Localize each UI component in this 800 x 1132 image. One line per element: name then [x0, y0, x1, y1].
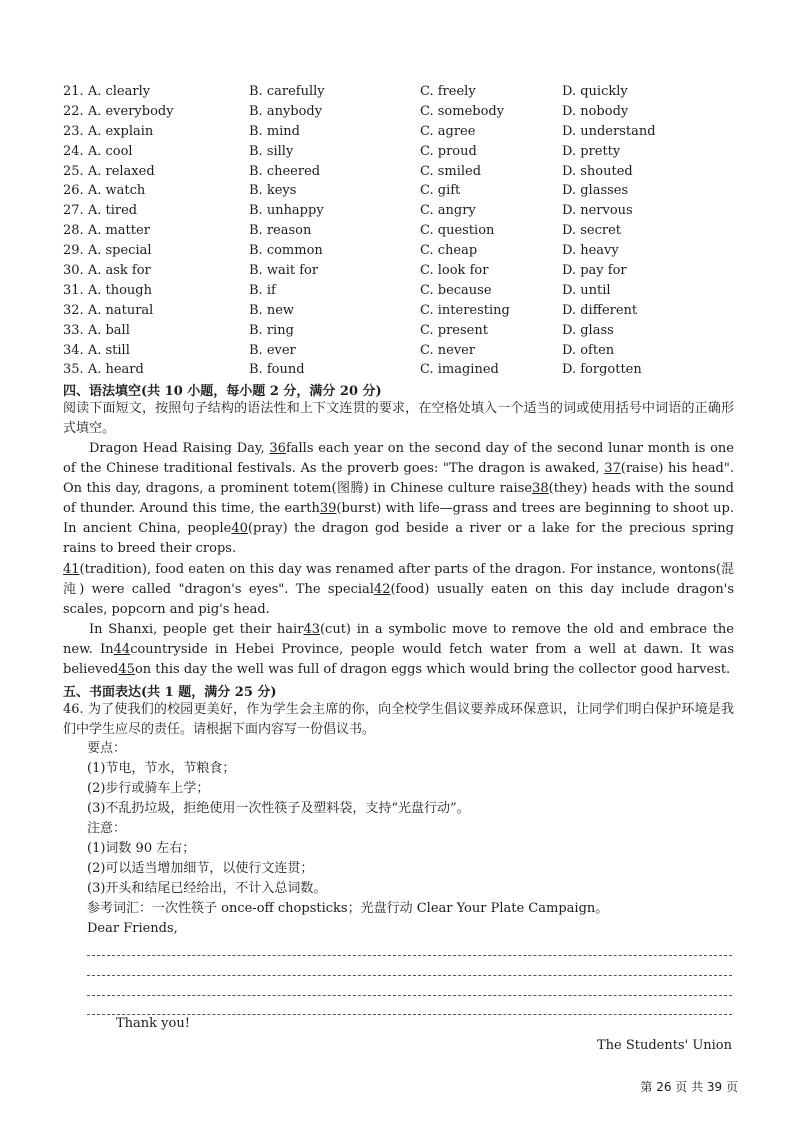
- passage-paragraph: 41(tradition), food eaten on this day was renamed after parts of the dragon. For instance, wontons(混沌) were called "dragon's eyes". The special42(food) usually eaten on this day include dragon's scales, popcorn and pig's head.: [63, 561, 734, 617]
- option-a: 23. A. explain: [63, 123, 154, 139]
- option-a: 35. A. heard: [63, 362, 144, 378]
- option-b: B. found: [249, 362, 305, 378]
- point-item: (2)步行或骑车上学；: [87, 781, 210, 796]
- option-d: D. nobody: [562, 103, 629, 119]
- option-c: C. question: [420, 223, 495, 239]
- option-d: D. forgotten: [562, 362, 642, 378]
- writing-line[interactable]: [87, 975, 732, 976]
- option-a: 32. A. natural: [63, 302, 154, 318]
- note-item: (1)词数 90 左右；: [87, 841, 196, 856]
- blank-43[interactable]: 43: [303, 621, 320, 637]
- option-b: B. wait for: [249, 263, 319, 279]
- question-row: [63, 142, 763, 162]
- blank-41[interactable]: 41: [63, 561, 80, 577]
- question-row: [63, 201, 763, 221]
- blank-42[interactable]: 42: [373, 581, 391, 597]
- option-a: 33. A. ball: [63, 322, 130, 338]
- blank-40[interactable]: 40: [231, 521, 248, 537]
- cloze-passage: [63, 439, 734, 680]
- section-heading: 五、书面表达(共 1 题，满分 25 分): [63, 685, 277, 700]
- option-a: 28. A. matter: [63, 223, 150, 239]
- option-b: B. ever: [249, 342, 296, 358]
- option-b: B. reason: [249, 223, 312, 239]
- writing-line[interactable]: [87, 995, 732, 996]
- option-c: C. somebody: [420, 103, 505, 119]
- notes-label: 注意：: [87, 821, 127, 836]
- option-d: D. glass: [562, 322, 614, 338]
- option-b: B. cheered: [249, 163, 321, 179]
- option-c: C. present: [420, 322, 488, 338]
- option-c: C. agree: [420, 123, 476, 139]
- blank-44[interactable]: 44: [113, 641, 131, 657]
- writing-prompt: 46. 为了使我们的校园更美好，作为学生会主席的你，向全校学生倡议要养成环保意识，让同学们明白保护环境是我们中学生应尽的责任。请根据下面内容写一份倡议书。: [63, 702, 734, 738]
- question-row: [63, 321, 763, 341]
- blank-37[interactable]: 37: [604, 461, 621, 477]
- page-number: 第 26 页 共 39 页: [640, 1080, 738, 1094]
- blank-36[interactable]: 36: [269, 441, 286, 456]
- blank-45[interactable]: 45: [118, 662, 135, 678]
- option-c: C. freely: [420, 84, 476, 99]
- point-item: (1)节电，节水，节粮食；: [87, 761, 236, 776]
- multiple-choice-options: [63, 82, 763, 380]
- option-a: 26. A. watch: [63, 183, 146, 199]
- option-d: D. quickly: [562, 84, 628, 99]
- option-b: B. new: [249, 302, 295, 318]
- question-row: [63, 241, 763, 261]
- option-b: B. if: [249, 282, 276, 298]
- option-d: D. understand: [562, 123, 656, 139]
- option-c: C. smiled: [420, 163, 482, 179]
- option-d: D. different: [562, 302, 638, 318]
- question-row: [63, 341, 763, 361]
- option-d: D. secret: [562, 223, 622, 239]
- option-d: D. glasses: [562, 183, 629, 199]
- passage-paragraph: Dragon Head Raising Day, 36falls each year on the second day of the second lunar month is one of the Chinese traditional festivals. As the proverb goes: "The dragon is awaked, 37(raise) his head". On this day, dragons, a prominent totem(图腾) in Chinese culture raise38(they) heads with the sound of thunder. Around this time, the earth39(burst) with life—grass and trees are beginning to shoot up. In ancient China, people40(pray) the dragon god beside a river or a lake for the precious spring rains to breed their crops.: [63, 441, 734, 557]
- option-d: D. pretty: [562, 143, 621, 159]
- option-c: C. look for: [420, 263, 489, 279]
- note-item: (2)可以适当增加细节，以使行文连贯；: [87, 861, 314, 876]
- note-item: (3)开头和结尾已经给出，不计入总词数。: [87, 881, 327, 896]
- question-row: [63, 162, 763, 182]
- option-a: 31. A. though: [63, 282, 152, 298]
- option-d: D. nervous: [562, 203, 633, 219]
- option-a: 34. A. still: [63, 342, 130, 358]
- blank-38[interactable]: 38: [532, 481, 549, 497]
- option-b: B. anybody: [249, 103, 323, 119]
- question-row: [63, 261, 763, 281]
- option-b: B. common: [249, 243, 323, 259]
- option-c: C. proud: [420, 143, 477, 159]
- option-a: 25. A. relaxed: [63, 163, 155, 179]
- option-d: D. shouted: [562, 163, 633, 179]
- blank-39[interactable]: 39: [319, 501, 337, 517]
- question-row: [63, 102, 763, 122]
- question-row: [63, 221, 763, 241]
- question-row: [63, 181, 763, 201]
- question-row: [63, 360, 763, 380]
- vocabulary-hint: 参考词汇：一次性筷子 once-off chopsticks；光盘行动 Clear Your Plate Campaign。: [87, 901, 609, 916]
- letter-greeting: Dear Friends,: [87, 921, 178, 936]
- letter-closing: Thank you!: [116, 1016, 190, 1031]
- option-b: B. carefully: [249, 84, 325, 99]
- section-heading: 四、语法填空(共 10 小题，每小题 2 分，满分 20 分): [63, 384, 382, 399]
- writing-requirements: [63, 739, 743, 939]
- option-b: B. keys: [249, 183, 297, 199]
- option-a: 29. A. special: [63, 243, 152, 259]
- option-a: 30. A. ask for: [63, 263, 151, 279]
- option-c: C. angry: [420, 203, 476, 219]
- letter-signature: The Students' Union: [596, 1038, 732, 1053]
- passage-paragraph: In Shanxi, people get their hair43(cut) in a symbolic move to remove the old and embrace the new. In44countryside in Hebei Province, people would fetch water from a well at dawn. It was believed45on this day the well was full of dragon eggs which would bring the collector good harvest.: [63, 620, 734, 680]
- option-a: 24. A. cool: [63, 143, 133, 159]
- option-b: B. silly: [249, 143, 294, 159]
- option-c: C. never: [420, 342, 476, 358]
- section-instruction: 阅读下面短文，按照句子结构的语法性和上下文连贯的要求，在空格处填入一个适当的词或使用括号中词语的正确形式填空。: [63, 401, 734, 437]
- point-item: (3)不乱扔垃圾，拒绝使用一次性筷子及塑料袋，支持“光盘行动”。: [87, 801, 470, 816]
- option-b: B. mind: [249, 123, 300, 139]
- option-b: B. unhappy: [249, 203, 324, 219]
- option-c: C. because: [420, 282, 492, 298]
- option-d: D. pay for: [562, 263, 627, 279]
- question-row: [63, 281, 763, 301]
- points-label: 要点：: [87, 741, 127, 756]
- question-row: [63, 82, 763, 102]
- writing-line[interactable]: [87, 1014, 732, 1015]
- option-c: C. cheap: [420, 243, 478, 259]
- option-c: C. imagined: [420, 362, 499, 378]
- question-row: [63, 301, 763, 321]
- option-d: D. often: [562, 342, 615, 358]
- option-d: D. until: [562, 282, 611, 298]
- option-c: C. interesting: [420, 302, 510, 318]
- option-a: 22. A. everybody: [63, 103, 174, 119]
- option-b: B. ring: [249, 322, 294, 338]
- option-c: C. gift: [420, 183, 461, 199]
- option-a: 27. A. tired: [63, 203, 138, 219]
- option-d: D. heavy: [562, 243, 619, 259]
- question-row: [63, 122, 763, 142]
- writing-line[interactable]: [87, 955, 732, 956]
- option-a: 21. A. clearly: [63, 84, 151, 99]
